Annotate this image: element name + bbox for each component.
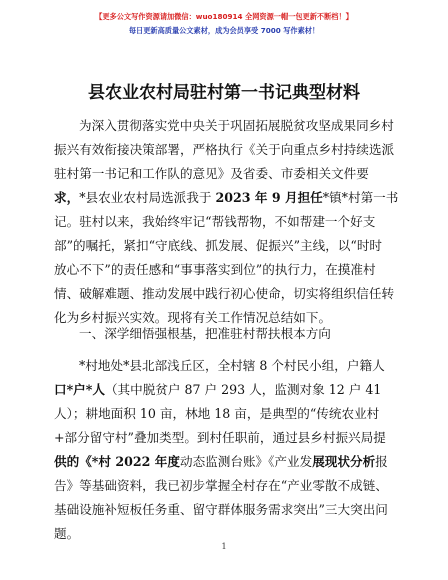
intro-line-8: 情、破解难题、推动发展中践行初心使命，切实将组织信任转 xyxy=(54,286,395,301)
intro-line-6: 部”的嘱托，紧扣“守底线、抓发展、促振兴”主线，以“时时 xyxy=(54,238,383,253)
section-1-heading: 一、深学细悟强根基，把准驻村帮扶根本方向 xyxy=(79,326,331,341)
section-1-line-1: *村地处*县北部浅丘区，全村辖 8 个村民小组，户籍人 xyxy=(79,358,385,373)
promo-banner-line-2: 每日更新高质量公文素材，成为会员享受 7000 写作素材！ xyxy=(128,26,320,35)
section-1-line-7: 基础设施补短板任务重、留守群体服务需求突出”三大突出问 xyxy=(54,502,388,517)
section-1-line-5-text-b: 报 xyxy=(375,454,388,469)
intro-line-2: 振兴有效衔接决策部署，严格执行《关于向重点乡村持续选派 xyxy=(54,142,395,157)
intro-line-4-bold-start: 求， xyxy=(54,190,80,205)
section-1-line-5 xyxy=(54,450,388,474)
intro-line-4-end: *镇*村第一书 xyxy=(322,190,399,205)
section-1-line-2 xyxy=(54,378,381,402)
page-number: 1 xyxy=(221,542,227,551)
promo-banner-line-1: 【更多公文写作资源请加微信：wuo180914 全网资源一帽一包更新不断档！】 xyxy=(95,12,353,21)
intro-line-3: 驻村第一书记和工作队的意见》及省委、市委相关文件要 xyxy=(54,166,369,181)
intro-line-4-bold-date: 2023 年 9 月担任 xyxy=(215,190,323,205)
intro-line-4-text: *县农业农村局选派我于 xyxy=(79,190,216,205)
section-1-line-6: 告》等基础资料，我已初步掌握全村存在“产业零散不成链、 xyxy=(54,478,388,493)
section-1-line-2-text: （其中脱贫户 87 户 293 人，监测对象 12 户 41 xyxy=(104,382,382,397)
intro-line-9: 化为乡村振兴实效。现将有关工作情况总结如下。 xyxy=(54,310,332,325)
intro-line-4 xyxy=(54,186,398,210)
intro-line-7: 放心不下”的责任感和“事事落实到位”的执行力，在摸准村 xyxy=(54,262,376,277)
section-1-line-5-bold-c: 展现状分析 xyxy=(312,454,376,469)
section-1-line-3: 人）；耕地面积 10 亩，林地 18 亩，是典型的“传统农业村 xyxy=(54,406,380,421)
section-1-line-8: 题。 xyxy=(54,526,80,541)
document-title: 县农业农村局驻村第一书记典型材料 xyxy=(88,83,360,103)
section-1-line-5-bold-b: *村 2022 年度 xyxy=(91,454,180,469)
section-1-line-2-bold: 口*户*人 xyxy=(54,382,105,397)
intro-line-5: 记。驻村以来，我始终牢记“帮钱帮物，不如帮建一个好支 xyxy=(54,214,376,229)
section-1-line-5-bold-a: 供的《 xyxy=(54,454,92,469)
intro-line-1: 为深入贯彻落实党中央关于巩固拓展脱贫攻坚成果同乡村 xyxy=(79,118,394,133)
section-1-line-5-text-a: 动态监测台账》《产业发 xyxy=(179,454,313,469)
section-1-line-4: +部分留守村”叠加类型。到村任职前，通过县乡村振兴局提 xyxy=(54,430,386,445)
